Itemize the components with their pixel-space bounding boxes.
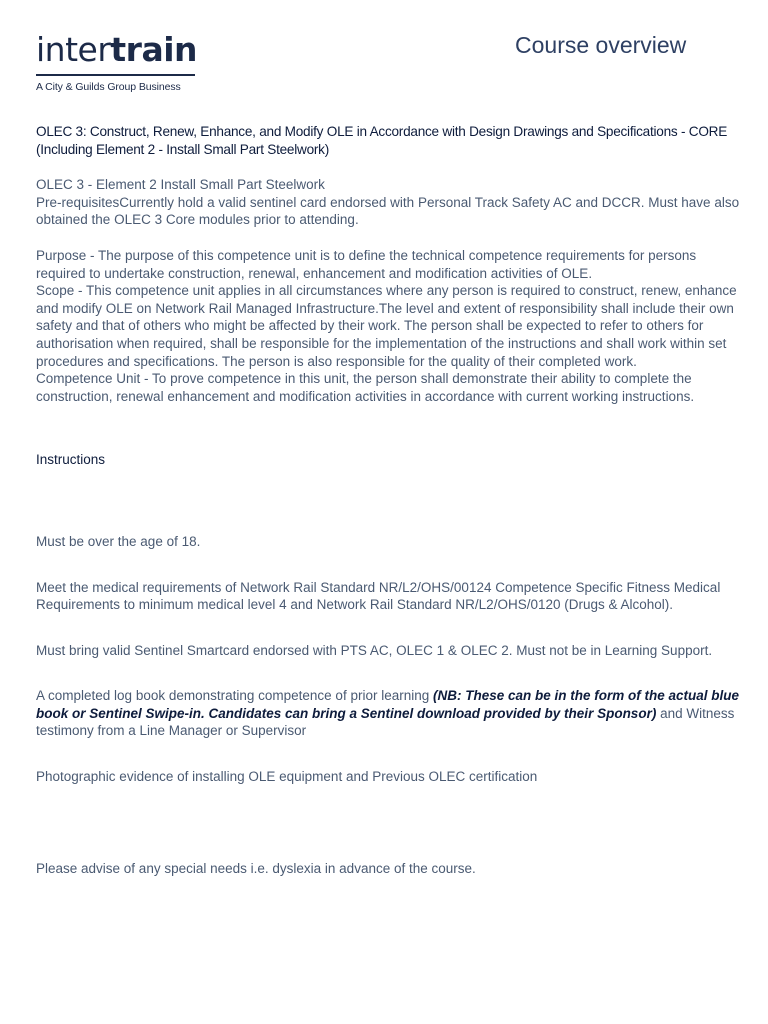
logo-underline xyxy=(36,74,195,76)
requirement-logbook xyxy=(36,687,742,740)
special-needs-note: Please advise of any special needs i.e. dyslexia in advance of the course. xyxy=(36,860,476,876)
course-title: OLEC 3: Construct, Renew, Enhance, and Modify OLE in Accordance with Design Drawings and Specifications - CORE (Including Element 2 - Install Small Part Steelwork) xyxy=(36,124,728,157)
logbook-note: (NB: These can be in the form of the actual blue book or Sentinel Swipe-in. Candidates can bring a Sentinel download provided by their Sponsor) xyxy=(36,688,740,721)
instructions-list xyxy=(36,533,742,877)
requirement-medical: Meet the medical requirements of Network Rail Standard NR/L2/OHS/00124 Competence Specific Fitness Medical Requirements to minimum medical level 4 and Network Rail Standard NR/L2/OHS/0120 (Drugs & Alcohol). xyxy=(36,579,721,613)
spacer xyxy=(36,229,742,247)
logbook-text: A completed log book demonstrating competence of prior learning xyxy=(36,688,433,704)
course-element: OLEC 3 - Element 2 Install Small Part Steelwork xyxy=(36,177,325,193)
page-title: Course overview xyxy=(515,32,687,58)
instructions-heading: Instructions xyxy=(36,452,106,468)
logo-tagline: A City & Guilds Group Business xyxy=(36,80,181,93)
logo-word-light: inter xyxy=(36,30,111,69)
course-competence-unit: Competence Unit - To prove competence in this unit, the person shall demonstrate their ability to complete the construction, renewal enhancement and modification activities in accordance with current working instructions. xyxy=(36,371,695,404)
course-prerequisites: Pre-requisitesCurrently hold a valid sentinel card endorsed with Personal Track Safety AC and DCCR. Must have also obtained the OLEC 3 Core modules prior to attending. xyxy=(36,194,740,228)
intertrain-logo xyxy=(36,30,198,93)
requirement-smartcard: Must bring valid Sentinel Smartcard endorsed with PTS AC, OLEC 1 & OLEC 2. Must not be in Learning Support. xyxy=(36,642,713,658)
logo-word-bold: train xyxy=(110,30,198,69)
requirement-age: Must be over the age of 18. xyxy=(36,533,201,549)
logo-wordmark xyxy=(36,30,198,70)
requirement-photographic: Photographic evidence of installing OLE equipment and Previous OLEC certification xyxy=(36,769,538,785)
course-purpose: Purpose - The purpose of this competence unit is to define the technical competence requirements for persons required to undertake construction, renewal, enhancement and modification activities of OLE. xyxy=(36,247,697,281)
course-content xyxy=(36,123,742,905)
logbook-text-end: and Witness testimony from a Line Manager or Supervisor xyxy=(36,705,735,739)
spacer xyxy=(36,158,742,176)
course-scope: Scope - This competence unit applies in all circumstances where any person is required to construct, renew, enhance and modify OLE on Network Rail Managed Infrastructure.The level and extent of responsibility shall include their own safety and that of others who might be affected by their work. The person shall be expected to refer to others for authorisation when required, shall be responsible for the implementation of the instructions and shall work within set procedures and specifications. The person is also responsible for the quality of their completed work. xyxy=(36,283,737,369)
